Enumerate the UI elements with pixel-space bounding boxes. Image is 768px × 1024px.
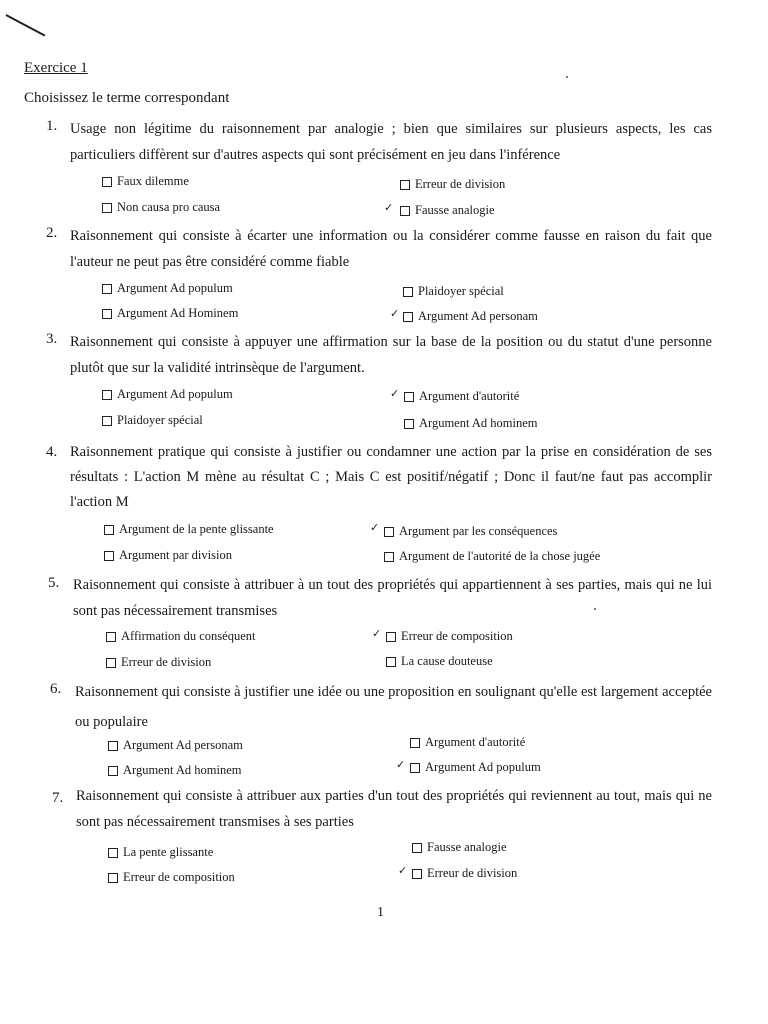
- checkbox-icon[interactable]: [384, 527, 394, 537]
- q6-option-3[interactable]: [108, 763, 242, 778]
- option-label: Argument Ad personam: [418, 309, 538, 323]
- question-7-number: 7.: [52, 790, 64, 806]
- checkbox-icon[interactable]: [412, 869, 422, 879]
- checkbox-icon[interactable]: [108, 848, 118, 858]
- q3-option-4[interactable]: [404, 416, 538, 431]
- q5-option-2[interactable]: [386, 629, 513, 644]
- q5-option-1[interactable]: [106, 629, 255, 644]
- checkbox-icon[interactable]: [108, 766, 118, 776]
- option-label: Erreur de division: [427, 866, 518, 880]
- checkbox-icon[interactable]: [404, 392, 414, 402]
- question-3-text: Raisonnement qui consiste à appuyer une affirmation sur la base de la position ou du statut d'une personne plutôt que sur la validité intrinsèque de l'argument.: [70, 334, 712, 376]
- option-label: Erreur de composition: [401, 629, 513, 643]
- option-label: Argument Ad hominem: [419, 416, 538, 430]
- option-label: Argument Ad populum: [117, 387, 233, 401]
- q2-option-4[interactable]: [403, 309, 538, 324]
- instruction-text: Choisissez le terme correspondant: [24, 90, 230, 106]
- question-2-text: Raisonnement qui consiste à écarter une information ou la considérer comme fausse en raison du fait que l'auteur ne peut pas être considéré comme fiable: [70, 228, 712, 270]
- q4-option-3[interactable]: [104, 548, 232, 563]
- question-4-text: Raisonnement pratique qui consiste à justifier ou condamner une action par la prise en considération de ses résultats : L'action M mène au résultat C ; Mais C est positif/négatif ; Donc il faut/ne faut pas accomplir l'action M: [70, 444, 712, 510]
- option-label: Argument par division: [119, 548, 232, 562]
- option-label: Argument Ad populum: [117, 281, 233, 295]
- q6-option-1[interactable]: [108, 738, 243, 753]
- scan-speck: [566, 76, 568, 78]
- question-1-number: 1.: [46, 118, 58, 134]
- option-label: Affirmation du conséquent: [121, 629, 256, 643]
- q5-option-3[interactable]: [106, 655, 211, 670]
- checkbox-icon[interactable]: [102, 309, 112, 319]
- option-label: Argument de la pente glissante: [119, 522, 274, 536]
- checkbox-icon[interactable]: [386, 657, 396, 667]
- checkbox-icon[interactable]: [102, 390, 112, 400]
- option-label: Argument Ad Hominem: [117, 306, 239, 320]
- option-label: Plaidoyer spécial: [117, 413, 203, 427]
- exercise-title: Exercice 1: [24, 60, 88, 76]
- question-2-number: 2.: [46, 225, 58, 241]
- q5-option-4[interactable]: [386, 654, 493, 669]
- checkbox-icon[interactable]: [412, 843, 422, 853]
- q7-option-2[interactable]: [412, 840, 507, 855]
- question-5-number: 5.: [48, 575, 60, 591]
- checkbox-icon[interactable]: [403, 312, 413, 322]
- checkbox-icon[interactable]: [102, 416, 112, 426]
- option-label: Fausse analogie: [427, 840, 507, 854]
- handwritten-check-icon: ✓: [396, 758, 406, 771]
- question-1-text: Usage non légitime du raisonnement par analogie ; bien que similaires sur plusieurs aspects, les cas particuliers diffèrent sur d'autres aspects qui sont précisément en jeu dans l'inférence: [70, 121, 712, 163]
- handwritten-check-icon: ✓: [390, 387, 400, 400]
- question-6-text: Raisonnement qui consiste à justifier une idée ou une proposition en soulignant qu'elle est largement acceptée ou populaire: [75, 684, 712, 730]
- checkbox-icon[interactable]: [400, 206, 410, 216]
- checkbox-icon[interactable]: [104, 551, 114, 561]
- option-label: Argument Ad populum: [425, 760, 541, 774]
- checkbox-icon[interactable]: [108, 741, 118, 751]
- q2-option-2[interactable]: [403, 284, 504, 299]
- handwritten-check-icon: ✓: [372, 627, 382, 640]
- option-label: Argument Ad personam: [123, 738, 243, 752]
- q3-option-1[interactable]: [102, 387, 233, 402]
- checkbox-icon[interactable]: [403, 287, 413, 297]
- option-label: Argument Ad hominem: [123, 763, 242, 777]
- question-6-number: 6.: [50, 681, 62, 697]
- q7-option-1[interactable]: [108, 845, 213, 860]
- q1-option-4[interactable]: [400, 203, 495, 218]
- q3-option-2[interactable]: [404, 389, 519, 404]
- checkbox-icon[interactable]: [102, 284, 112, 294]
- checkbox-icon[interactable]: [404, 419, 414, 429]
- option-label: Argument d'autorité: [419, 389, 520, 403]
- option-label: La pente glissante: [123, 845, 214, 859]
- handwritten-check-icon: ✓: [390, 307, 400, 320]
- checkbox-icon[interactable]: [106, 632, 116, 642]
- option-label: Plaidoyer spécial: [418, 284, 504, 298]
- q4-option-1[interactable]: [104, 522, 274, 537]
- q4-option-2[interactable]: [384, 524, 557, 539]
- checkbox-icon[interactable]: [386, 632, 396, 642]
- option-label: Non causa pro causa: [117, 200, 221, 214]
- option-label: Erreur de division: [121, 655, 212, 669]
- q4-option-4[interactable]: [384, 549, 600, 564]
- option-label: Argument par les conséquences: [399, 524, 558, 538]
- q1-option-2[interactable]: [400, 177, 505, 192]
- checkbox-icon[interactable]: [102, 203, 112, 213]
- question-7-text: Raisonnement qui consiste à attribuer aux parties d'un tout des propriétés qui reviennent au tout, mais qui ne sont pas nécessairement transmises à ses parties: [76, 788, 712, 830]
- option-label: Erreur de composition: [123, 870, 235, 884]
- checkbox-icon[interactable]: [106, 658, 116, 668]
- handwritten-check-icon: ✓: [384, 201, 394, 214]
- question-3-number: 3.: [46, 331, 58, 347]
- q6-option-4[interactable]: [410, 760, 541, 775]
- q7-option-3[interactable]: [108, 870, 235, 885]
- handwritten-check-icon: ✓: [370, 521, 380, 534]
- q1-option-1[interactable]: [102, 174, 189, 189]
- checkbox-icon[interactable]: [410, 738, 420, 748]
- option-label: Argument de l'autorité de la chose jugée: [399, 549, 601, 563]
- handwritten-check-icon: ✓: [398, 864, 408, 877]
- checkbox-icon[interactable]: [102, 177, 112, 187]
- checkbox-icon[interactable]: [108, 873, 118, 883]
- checkbox-icon[interactable]: [400, 180, 410, 190]
- page-number: 1: [377, 905, 384, 920]
- question-4-number: 4.: [46, 444, 58, 460]
- scan-speck: [594, 608, 596, 610]
- pen-stroke-mark: [6, 14, 46, 36]
- q3-option-3[interactable]: [102, 413, 203, 428]
- option-label: Erreur de division: [415, 177, 506, 191]
- q7-option-4[interactable]: [412, 866, 517, 881]
- checkbox-icon[interactable]: [104, 525, 114, 535]
- q2-option-1[interactable]: [102, 281, 233, 296]
- option-label: Fausse analogie: [415, 203, 495, 217]
- option-label: La cause douteuse: [401, 654, 493, 668]
- checkbox-icon[interactable]: [410, 763, 420, 773]
- option-label: Argument d'autorité: [425, 735, 526, 749]
- q2-option-3[interactable]: [102, 306, 238, 321]
- question-5-text: Raisonnement qui consiste à attribuer à un tout des propriétés qui appartiennent à ses parties, mais qui ne lui sont pas nécessairement transmises: [73, 577, 712, 619]
- q1-option-3[interactable]: [102, 200, 220, 215]
- checkbox-icon[interactable]: [384, 552, 394, 562]
- option-label: Faux dilemme: [117, 174, 189, 188]
- q6-option-2[interactable]: [410, 735, 525, 750]
